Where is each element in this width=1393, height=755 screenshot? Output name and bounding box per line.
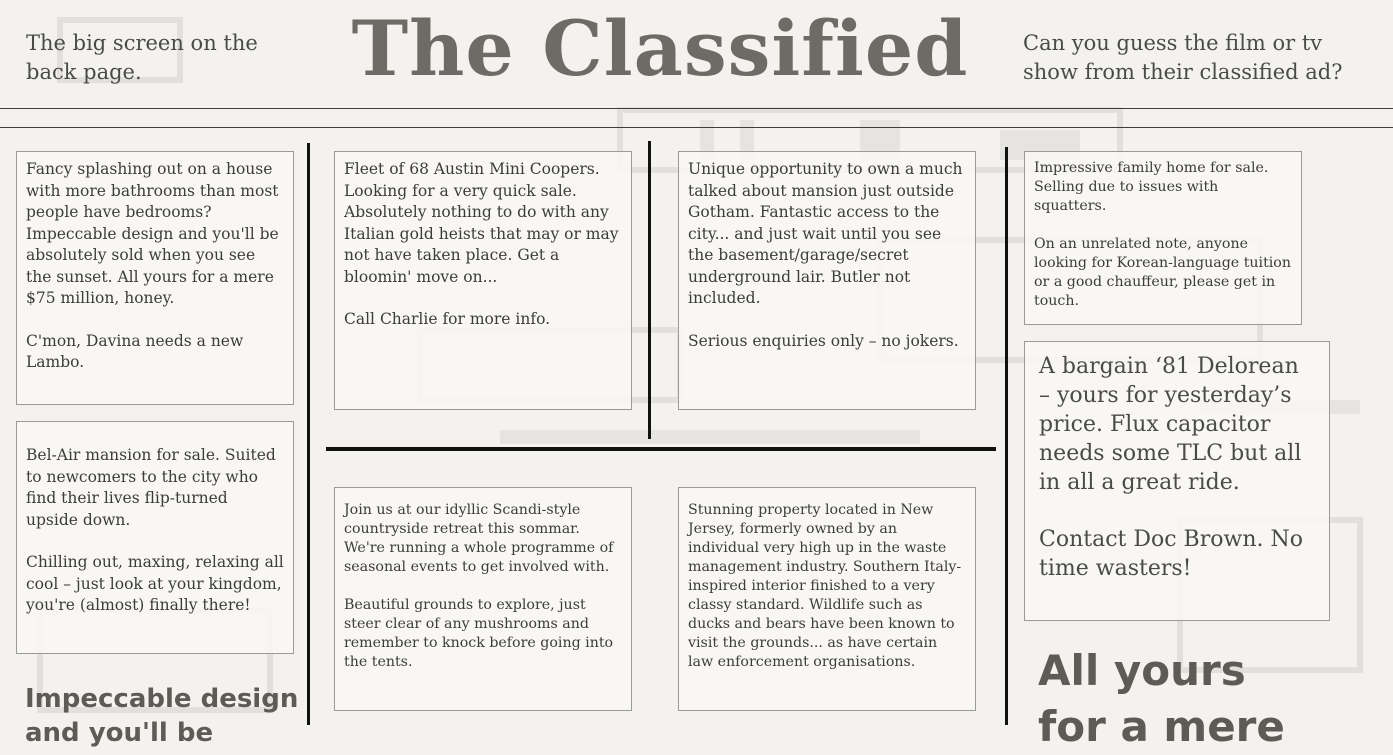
ad-paragraph: Impressive family home for sale. Selling due to issues with squatters. — [1034, 160, 1269, 214]
ad-paragraph: Fancy splashing out on a house with more bathrooms than most people have bedrooms? Impeccable design and you'll be absolutely sold when you see the sunset. All yours for a mere $75 million, honey. — [26, 160, 279, 307]
left-tagline: The big screen on the back page. — [26, 31, 258, 84]
horizontal-divider — [326, 447, 996, 451]
ad-paragraph: Contact Doc Brown. No time wasters! — [1039, 527, 1303, 581]
ad-paragraph: Beautiful grounds to explore, just steer clear of any mushrooms and remember to knock before going into the tents. — [344, 597, 614, 670]
left-footer-line: and you'll be — [25, 718, 214, 748]
left-footer-headline — [25, 682, 305, 750]
right-footer-headline — [1038, 643, 1388, 755]
masthead-title: The Classified — [351, 4, 969, 93]
ad-paragraph: Unique opportunity to own a much talked about mansion just outside Gotham. Fantastic access to the city... and just wait until you see the basement/garage/secret underground lair. Butler not included. — [688, 160, 963, 307]
ad-paragraph: A bargain ‘81 Delorean – yours for yesterday’s price. Flux capacitor needs some TLC but all in all a great ride. — [1039, 354, 1302, 495]
classified-ad — [16, 421, 294, 654]
left-footer-line: Impeccable design — [25, 684, 299, 714]
right-footer-line: for a mere — [1038, 702, 1285, 751]
ad-paragraph: Call Charlie for more info. — [344, 310, 551, 328]
column-divider-right — [1005, 147, 1008, 725]
classified-ad — [678, 487, 976, 711]
column-divider-middle — [648, 141, 651, 439]
ad-paragraph: Stunning property located in New Jersey, formerly owned by an individual very high up in the waste management industry. Southern Italy-inspired interior finished to a very classy standard. Wildlife such as ducks and bears have been known to visit the grounds... as have certain law enforcement organisations. — [688, 502, 962, 670]
ad-paragraph: Bel-Air mansion for sale. Suited to newcomers to the city who find their lives flip-turned upside down. — [26, 446, 276, 529]
ad-paragraph: Fleet of 68 Austin Mini Coopers. Looking for a very quick sale. Absolutely nothing to do with any Italian gold heists that may or may not have taken place. Get a bloomin' move on... — [344, 160, 619, 286]
ad-paragraph: Join us at our idyllic Scandi-style countryside retreat this sommar. We're running a whole programme of seasonal events to get involved with. — [344, 502, 614, 575]
ad-paragraph: Chilling out, maxing, relaxing all cool – just look at your kingdom, you're (almost) finally there! — [26, 553, 284, 614]
classified-ad — [334, 487, 632, 711]
right-footer-line: All yours — [1038, 646, 1246, 695]
classified-ad — [678, 151, 976, 410]
header-rule-bottom — [0, 127, 1393, 128]
ad-paragraph: C'mon, Davina needs a new Lambo. — [26, 331, 244, 371]
column-divider-left — [307, 143, 310, 725]
ad-paragraph: Serious enquiries only – no jokers. — [688, 331, 959, 350]
classified-ad — [1024, 151, 1302, 325]
classified-ad — [16, 151, 294, 405]
header-rule-top — [0, 108, 1393, 109]
classified-ad — [334, 151, 632, 410]
right-tagline: Can you guess the film or tv show from their classified ad? — [1023, 31, 1343, 84]
classified-ad — [1024, 341, 1330, 621]
ad-paragraph: On an unrelated note, anyone looking for Korean-language tuition or a good chauffeur, please get in touch. — [1034, 236, 1291, 309]
